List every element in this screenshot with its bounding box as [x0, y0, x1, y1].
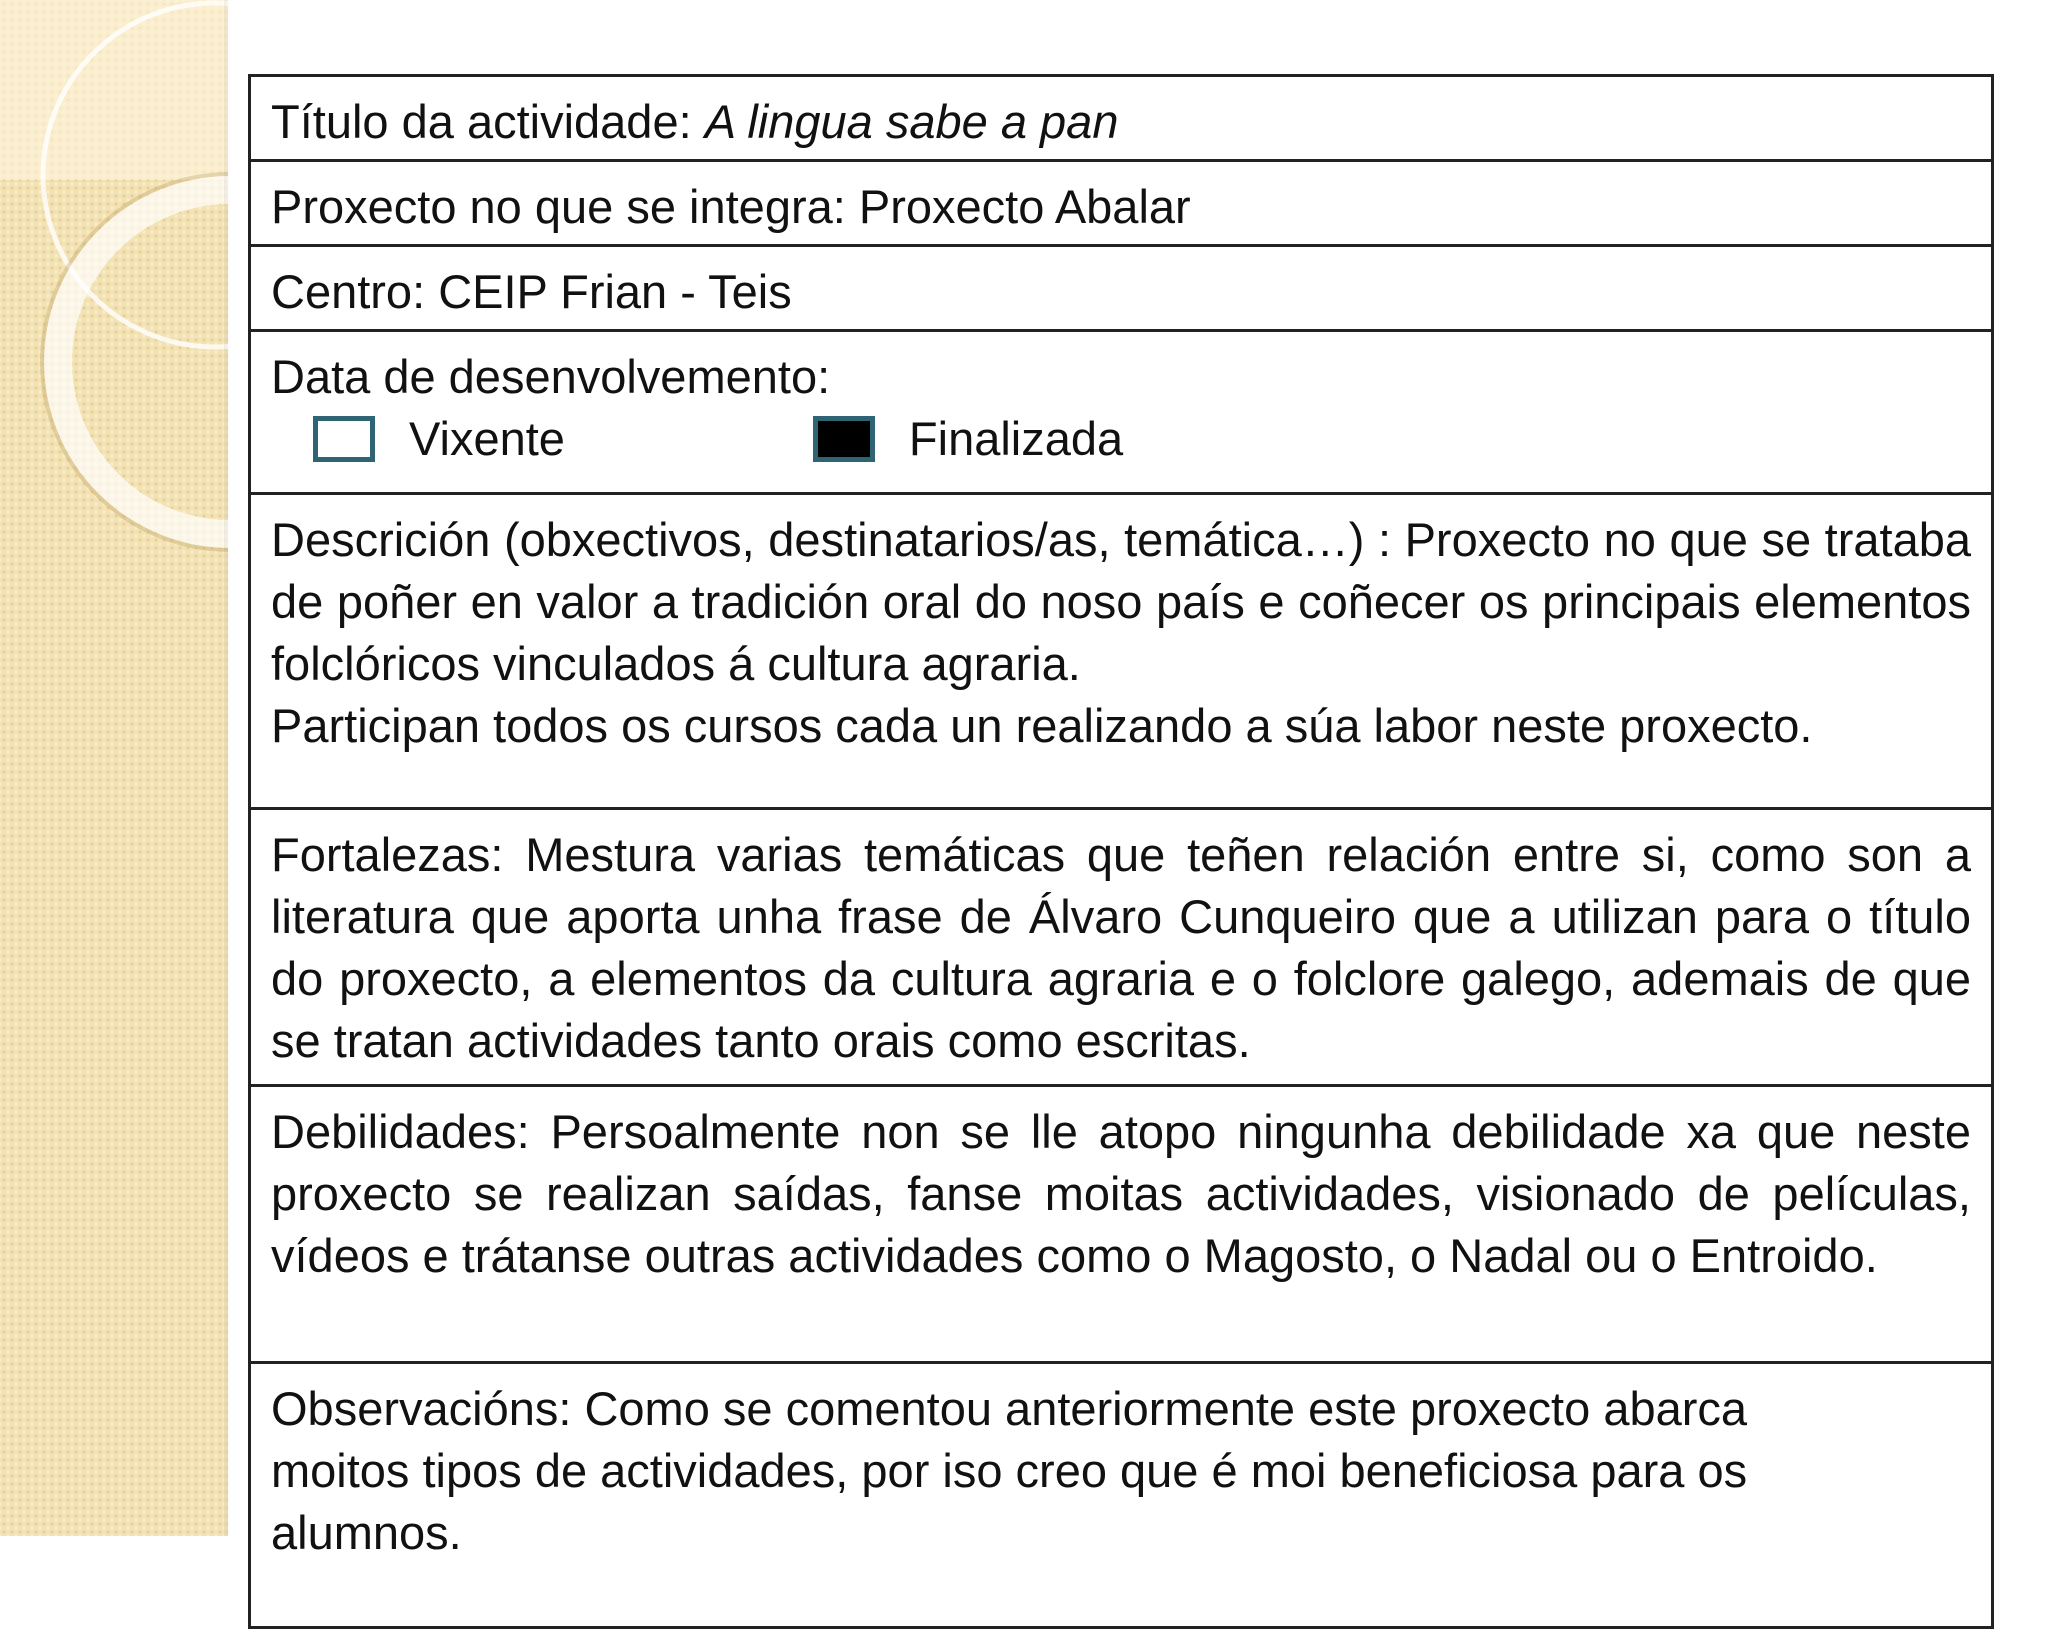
date-label: Data de desenvolvemento: [271, 350, 831, 403]
project-row [250, 161, 1993, 246]
description-text-participants: Participan todos os cursos cada un realizando a súa labor neste proxecto. [271, 699, 1813, 752]
side-panel-edge [224, 0, 230, 1536]
date-row [250, 331, 1993, 494]
title-row [250, 76, 1993, 161]
strengths-row [250, 809, 1993, 1086]
center-label: Centro: [271, 265, 426, 318]
center-value: CEIP Frian - Teis [438, 265, 792, 318]
title-label: Título da actividade: [271, 95, 692, 148]
strengths-text: Fortalezas: Mestura varias temáticas que teñen relación entre si, como son a literatura que aporta unha frase de Álvaro Cunqueiro que a utilizan para o título do proxecto, a elementos da cultura agraria e o folclore galego, ademais de que se tratan actividades tanto orais como escritas. [271, 828, 1971, 1067]
description-row [250, 494, 1993, 809]
checkbox-finalizada[interactable] [813, 416, 875, 462]
decorative-side-panel [0, 0, 228, 1536]
option-label-finalizada: Finalizada [908, 412, 1124, 465]
weaknesses-text: Debilidades: Persoalmente non se lle atopo ningunha debilidade xa que neste proxecto se realizan saídas, fanse moitas actividades, visionado de películas, vídeos e trátanse outras actividades como o Magosto, o Nadal ou o Entroido. [271, 1105, 1971, 1282]
observations-line-1: Observacións: Como se comentou anteriormente este proxecto abarca [271, 1382, 1748, 1435]
observations-row [250, 1363, 1993, 1628]
center-row [250, 246, 1993, 331]
activity-form-table [248, 74, 1994, 1629]
status-options [313, 408, 1971, 470]
checkbox-vixente[interactable] [313, 416, 375, 462]
project-label: Proxecto no que se integra: [271, 180, 846, 233]
observations-line-2: moitos tipos de actividades, por iso creo que é moi beneficiosa para os [271, 1444, 1748, 1497]
option-label-vixente: Vixente [409, 412, 565, 465]
description-text: Descrición (obxectivos, destinatarios/as, temática…) : Proxecto no que se trataba de poñer en valor a tradición oral do noso país e coñecer os principais elementos folclóricos vinculados á cultura agraria. [271, 513, 1971, 690]
weaknesses-row [250, 1086, 1993, 1363]
title-value: A lingua sabe a pan [704, 95, 1119, 148]
observations-line-3: alumnos. [271, 1506, 462, 1559]
project-value: Proxecto Abalar [858, 180, 1191, 233]
decorative-rings [0, 0, 228, 560]
